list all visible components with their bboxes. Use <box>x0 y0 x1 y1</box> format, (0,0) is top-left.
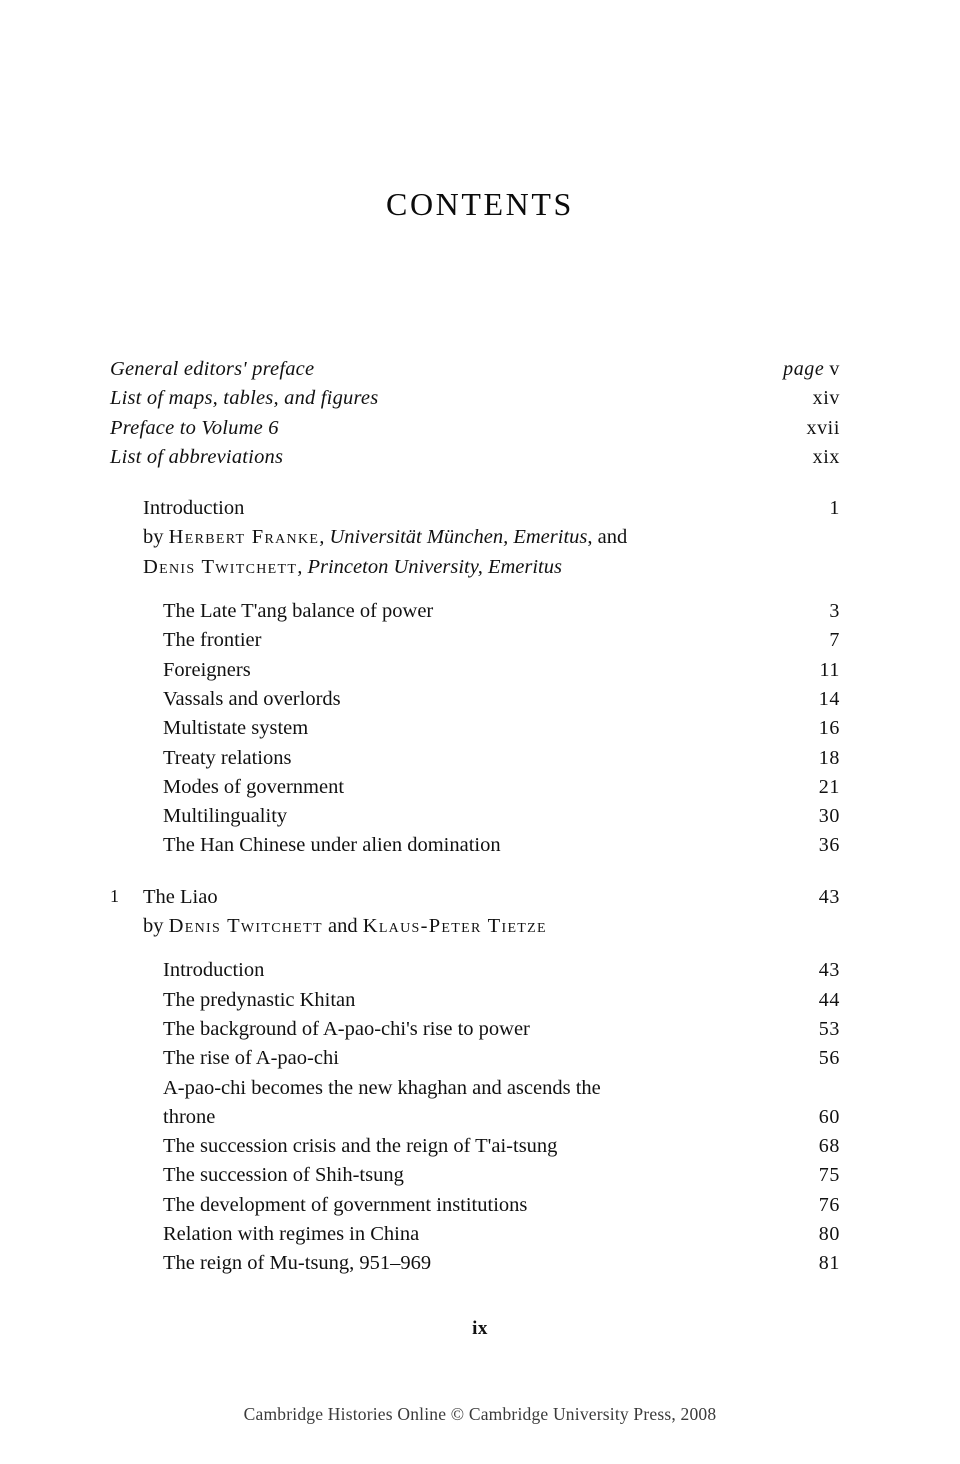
page-title: CONTENTS <box>386 186 574 222</box>
spacer <box>0 585 960 600</box>
toc-row-section <box>0 1252 960 1281</box>
toc-entry-page: 36 <box>818 834 840 857</box>
toc-entry-title: The rise of A-pao-chi <box>163 1047 339 1070</box>
chapter-1-group <box>0 886 960 1282</box>
toc-row-front-matter <box>0 446 960 475</box>
toc-entry-title: The predynastic Khitan <box>163 988 356 1011</box>
toc-row-section <box>0 1135 960 1164</box>
toc-row-section <box>0 805 960 834</box>
toc-entry-page: 16 <box>818 717 840 740</box>
page-number-value: v <box>829 358 840 380</box>
byline-prefix: by <box>143 526 169 549</box>
toc-entry-page: 7 <box>829 629 840 652</box>
toc-entry-title: A-pao-chi becomes the new khaghan and ascends the <box>163 1076 601 1099</box>
toc-entry-title: Vassals and overlords <box>163 687 341 710</box>
introduction-group <box>0 497 960 864</box>
toc-row-section <box>0 1164 960 1193</box>
toc-row-section-wrapped <box>0 1077 960 1106</box>
toc-entry-page: xiv <box>812 387 840 410</box>
toc-row-section <box>0 1223 960 1252</box>
toc-entry-title: The Han Chinese under alien domination <box>163 834 501 857</box>
toc-entry-page: 44 <box>818 988 840 1011</box>
toc-row-front-matter <box>0 417 960 446</box>
toc-entry-page: 21 <box>818 775 840 798</box>
toc-entry-title: The development of government institutions <box>163 1193 528 1216</box>
toc-entry-page: 60 <box>818 1105 840 1128</box>
toc-entry-title: The frontier <box>163 629 262 652</box>
toc-entry-page: 80 <box>818 1223 840 1246</box>
table-of-contents <box>0 358 960 1282</box>
toc-entry-title: The succession crisis and the reign of T'ai-tsung <box>163 1135 558 1158</box>
imprint-line: Cambridge Histories Online © Cambridge University Press, 2008 <box>243 1404 717 1424</box>
toc-entry-title: The Liao <box>143 885 218 908</box>
toc-row-section <box>0 989 960 1018</box>
toc-row-section <box>0 659 960 688</box>
byline-affiliation: , Princeton University, Emeritus <box>297 555 562 578</box>
toc-entry-title: Introduction <box>163 959 265 982</box>
toc-entry-title: List of abbreviations <box>110 445 284 468</box>
toc-entry-title: Multistate system <box>163 717 309 740</box>
toc-row-front-matter <box>0 387 960 416</box>
toc-entry-title: Modes of government <box>163 775 345 798</box>
toc-entry-page: 14 <box>818 687 840 710</box>
toc-entry-page: 3 <box>829 600 840 623</box>
toc-entry-title: Relation with regimes in China <box>163 1223 420 1246</box>
toc-row-section <box>0 717 960 746</box>
toc-row-front-matter <box>0 358 960 387</box>
byline-line <box>143 915 547 938</box>
spacer <box>0 475 960 497</box>
toc-row-introduction-byline-1 <box>0 526 960 555</box>
toc-entry-page: xix <box>812 445 840 468</box>
spacer <box>0 864 960 886</box>
toc-row-section <box>0 959 960 988</box>
toc-row-section <box>0 747 960 776</box>
toc-entry-title: Introduction <box>143 497 245 520</box>
spacer <box>0 944 960 959</box>
byline-author: Klaus-Peter Tietze <box>362 915 547 938</box>
toc-entry-page <box>783 358 840 381</box>
toc-entry-page: 68 <box>818 1135 840 1158</box>
toc-row-section <box>0 776 960 805</box>
toc-entry-page: 56 <box>818 1047 840 1070</box>
toc-row-section <box>0 834 960 863</box>
front-matter-group <box>0 358 960 475</box>
toc-row-chapter-byline <box>0 915 960 944</box>
byline-author: Denis Twitchett <box>168 915 323 938</box>
toc-entry-title: The background of A-pao-chi's rise to power <box>163 1017 530 1040</box>
byline-affiliation: , Universität München, Emeritus <box>319 526 588 549</box>
toc-entry-title: The succession of Shih-tsung <box>163 1164 404 1187</box>
toc-entry-title: throne <box>163 1105 216 1128</box>
chapter-number: 1 <box>110 885 120 906</box>
byline-suffix: , and <box>587 526 628 549</box>
toc-row-chapter-title <box>0 886 960 915</box>
toc-entry-page: 75 <box>818 1164 840 1187</box>
toc-entry-title: General editors' preface <box>110 358 315 380</box>
toc-row-introduction-title <box>0 497 960 526</box>
toc-entry-page: 43 <box>818 959 840 982</box>
page-folio: ix <box>472 1318 488 1339</box>
toc-entry-title: Foreigners <box>163 658 251 681</box>
toc-row-section <box>0 600 960 629</box>
toc-entry-page: 1 <box>829 497 840 520</box>
toc-entry-page: 30 <box>818 805 840 828</box>
page-word-label: page <box>783 358 825 380</box>
toc-entry-page: 18 <box>818 746 840 769</box>
toc-row-section <box>0 1018 960 1047</box>
toc-entry-page: 81 <box>818 1252 840 1275</box>
toc-entry-title: List of maps, tables, and figures <box>110 387 379 410</box>
toc-entry-title: The Late T'ang balance of power <box>163 600 434 623</box>
toc-row-section <box>0 1047 960 1076</box>
toc-entry-title: The reign of Mu-tsung, 951–969 <box>163 1252 432 1275</box>
byline-line <box>143 556 562 579</box>
toc-entry-title: Treaty relations <box>163 746 292 769</box>
toc-row-section <box>0 688 960 717</box>
toc-entry-title: Preface to Volume 6 <box>110 416 279 439</box>
byline-author: Herbert Franke <box>168 526 320 549</box>
toc-entry-page: 76 <box>818 1193 840 1216</box>
byline-conjunction: and <box>322 915 363 938</box>
toc-row-section-continuation <box>0 1106 960 1135</box>
byline-prefix: by <box>143 915 169 938</box>
toc-entry-page: xvii <box>806 416 840 439</box>
toc-row-section <box>0 629 960 658</box>
toc-entry-page: 11 <box>819 658 840 681</box>
toc-entry-page: 53 <box>818 1017 840 1040</box>
toc-entry-page: 43 <box>818 885 840 908</box>
toc-row-section <box>0 1194 960 1223</box>
byline-author: Denis Twitchett <box>143 555 298 578</box>
toc-row-introduction-byline-2 <box>0 556 960 585</box>
byline-line <box>143 526 627 549</box>
toc-entry-title: Multilinguality <box>163 805 288 828</box>
